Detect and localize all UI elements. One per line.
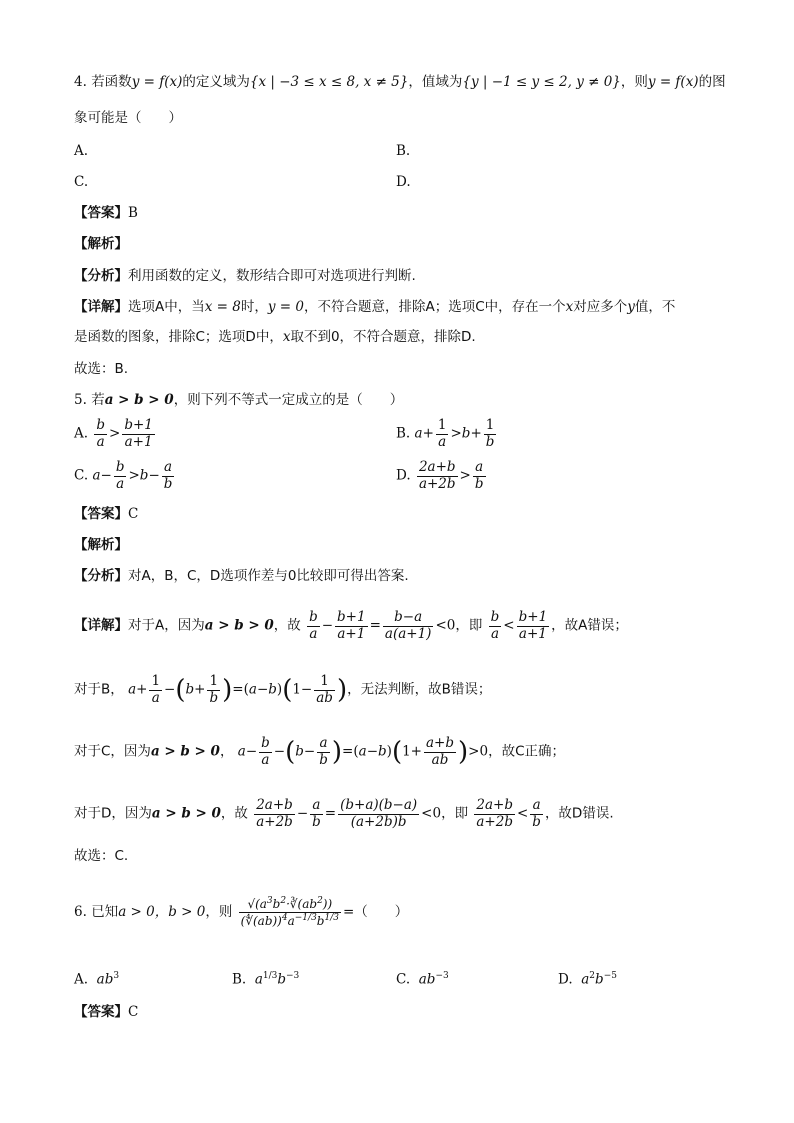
- q6-stem: 6. 已知a > 0，b > 0，则 $\frac{√(a^3b^2\cdot∛(ab^2))}{(∜(ab))^4a^{-1/3}b^{1/3}}$ =（ ）: [74, 896, 409, 928]
- q5-answer: 【答案】C: [74, 506, 139, 522]
- q5-detail-a: 【详解】对于A，因为a > b > 0，故 $\frac{b}{a}$ − $\frac{b+1}{a+1}$ = $\frac{b-a}{a(a+1)}$ <0，即 $\frac{b}{a}$ < $\frac{b+1}{a+1}$ ，故A错误；: [74, 609, 628, 642]
- q4-detail-line1: 【详解】选项A中，当x = 8时，y = 0，不符合题意，排除A；选项C中，存在一个x对应多个y值，不: [74, 299, 676, 315]
- q6-option-c: C. $ab^{-3}$: [396, 971, 449, 988]
- q4-analysis: 【分析】利用函数的定义，数形结合即可对选项进行判断.: [74, 268, 416, 284]
- q4-option-a: A.: [74, 143, 89, 159]
- q5-option-b: B. a+ $\frac{1}{a}$ >b+ $\frac{1}{b}$: [396, 417, 495, 450]
- q5-stem: 5. 若a > b > 0，则下列不等式一定成立的是（ ）: [74, 392, 404, 408]
- q4-stem-line2: 象可能是（ ）: [74, 110, 182, 126]
- q4-choose: 故选：B.: [74, 361, 129, 377]
- q4-stem-line1: 4. 若函数y = f(x)的定义域为{x | −3 ≤ x ≤ 8, x ≠ 5}，值域为{y | −1 ≤ y ≤ 2, y ≠ 0}，则y = f(x)的图: [74, 74, 726, 90]
- q5-analysis: 【分析】对A，B，C，D选项作差与0比较即可得出答案.: [74, 568, 409, 584]
- q5-detail-b: 对于B， a+ $\frac{1}{a}$ −(b+ $\frac{1}{b}$ )=(a−b)(1− $\frac{1}{ab}$ )，无法判断，故B错误；: [74, 673, 492, 706]
- q4-detail-line2: 是函数的图象，排除C；选项D中，x取不到0，不符合题意，排除D.: [74, 329, 476, 345]
- q4-option-d: D.: [396, 174, 411, 190]
- q4-option-c: C.: [74, 174, 89, 190]
- q6-answer: 【答案】C: [74, 1004, 139, 1020]
- q6-option-d: D. $a^2b^{-5}$: [558, 971, 617, 988]
- q5-option-d: D. $\frac{2a+b}{a+2b}$ > $\frac{a}{b}$: [396, 459, 484, 492]
- q5-option-a: A. $\frac{b}{a}$ > $\frac{b+1}{a+1}$: [74, 417, 153, 450]
- q6-option-b: B. $a^{1/3}b^{-3}$: [232, 971, 300, 988]
- q5-option-c: C. a− $\frac{b}{a}$ >b− $\frac{a}{b}$: [74, 459, 173, 492]
- q4-answer: 【答案】B: [74, 205, 138, 221]
- q5-choose: 故选：C.: [74, 848, 129, 864]
- q5-detail-c: 对于C，因为a > b > 0， a− $\frac{b}{a}$ −(b− $\frac{a}{b}$ )=(a−b)(1+ $\frac{a+b}{ab}$ )>0，故C正确；: [74, 735, 566, 768]
- q6-option-a: A. $ab^3$: [74, 971, 120, 988]
- q4-option-b: B.: [396, 143, 411, 159]
- q5-detail-d: 对于D，因为a > b > 0，故 $\frac{2a+b}{a+2b}$ − $\frac{a}{b}$ = $\frac{(b+a)(b-a)}{(a+2b)b}$ <0，即 $\frac{2a+b}{a+2b}$ < $\frac{a}{b}$ ，故D错误.: [74, 797, 614, 830]
- q5-jiexi: 【解析】: [74, 537, 128, 553]
- q4-jiexi: 【解析】: [74, 236, 128, 252]
